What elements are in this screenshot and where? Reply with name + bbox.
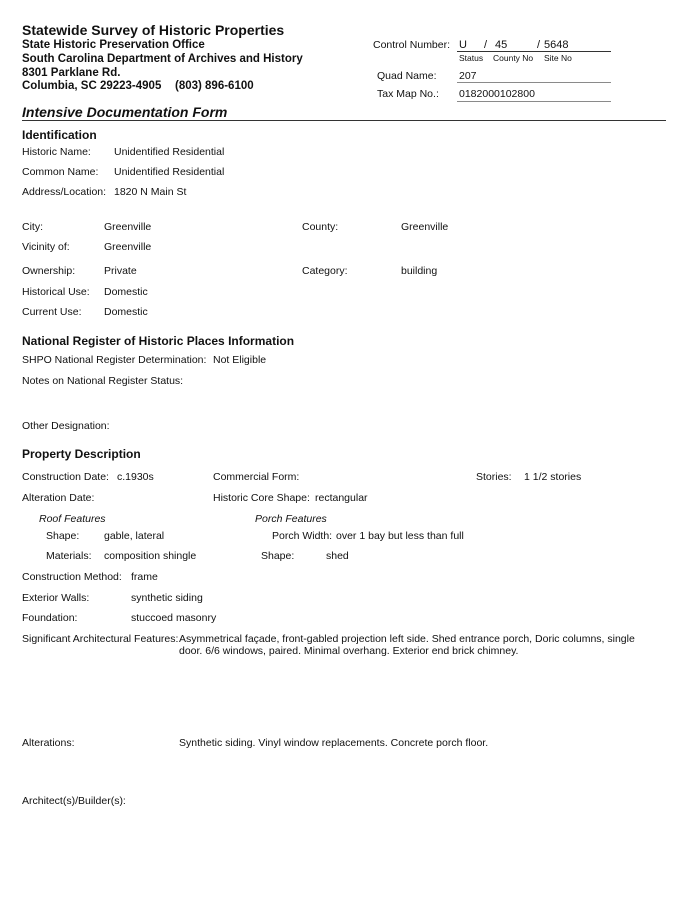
control-sep-1: / — [484, 39, 488, 51]
historic-name-value: Unidentified Residential — [114, 146, 225, 158]
historical-use-value: Domestic — [104, 286, 148, 298]
tax-map-label: Tax Map No.: — [377, 88, 439, 100]
city-label: City: — [22, 221, 43, 233]
form-title-rule — [22, 120, 666, 121]
foundation-value: stuccoed masonry — [131, 612, 217, 624]
core-shape-label: Historic Core Shape: — [213, 492, 310, 504]
office-name: State Historic Preservation Office — [22, 39, 205, 51]
nr-determination-value: Not Eligible — [213, 354, 267, 366]
architectural-features-line-2: door. 6/6 windows, paired. Minimal overhang. Exterior end brick chimney. — [179, 645, 519, 657]
vicinity-label: Vicinity of: — [22, 241, 70, 253]
historic-name-label: Historic Name: — [22, 146, 91, 158]
porch-shape-label: Shape: — [261, 550, 295, 562]
ownership-label: Ownership: — [22, 265, 76, 277]
porch-width-value: over 1 bay but less than full — [336, 530, 464, 542]
roof-features-heading: Roof Features — [39, 513, 106, 525]
control-county-no: 45 — [495, 39, 508, 51]
nrhp-heading: National Register of Historic Places Information — [22, 334, 295, 348]
construction-date-value: c.1930s — [117, 471, 154, 483]
construction-method-value: frame — [131, 571, 158, 583]
architectural-features-label: Significant Architectural Features: — [22, 633, 179, 645]
address-label: Address/Location: — [22, 186, 107, 198]
street-address: 8301 Parklane Rd. — [22, 67, 121, 79]
porch-width-label: Porch Width: — [272, 530, 333, 542]
survey-title: Statewide Survey of Historic Properties — [22, 22, 285, 38]
nr-notes-label: Notes on National Register Status: — [22, 375, 184, 387]
county-value: Greenville — [401, 221, 449, 233]
other-designation-label: Other Designation: — [22, 420, 110, 432]
tax-map-underline — [457, 101, 611, 102]
roof-materials-value: composition shingle — [104, 550, 197, 562]
historical-use-label: Historical Use: — [22, 286, 90, 298]
control-sep-2: / — [537, 39, 541, 51]
stories-value: 1 1/2 stories — [524, 471, 582, 483]
alteration-date-label: Alteration Date: — [22, 492, 95, 504]
ownership-value: Private — [104, 265, 137, 277]
phone-number: (803) 896-6100 — [175, 80, 254, 92]
department-name: South Carolina Department of Archives and History — [22, 53, 303, 65]
county-label: County: — [302, 221, 339, 233]
quad-name-underline — [457, 82, 611, 83]
core-shape-value: rectangular — [315, 492, 368, 504]
roof-shape-label: Shape: — [46, 530, 80, 542]
current-use-label: Current Use: — [22, 306, 82, 318]
quad-name-label: Quad Name: — [377, 70, 437, 82]
tax-map-value: 0182000102800 — [459, 88, 535, 100]
control-number-underline — [457, 51, 611, 52]
current-use-value: Domestic — [104, 306, 148, 318]
exterior-walls-value: synthetic siding — [131, 592, 203, 604]
roof-shape-value: gable, lateral — [104, 530, 165, 542]
alterations-label: Alterations: — [22, 737, 75, 749]
porch-shape-value: shed — [326, 550, 349, 562]
identification-heading: Identification — [22, 128, 97, 142]
commercial-form-label: Commercial Form: — [213, 471, 300, 483]
roof-materials-label: Materials: — [46, 550, 92, 562]
construction-method-label: Construction Method: — [22, 571, 122, 583]
nr-determination-label: SHPO National Register Determination: — [22, 354, 207, 366]
foundation-label: Foundation: — [22, 612, 78, 624]
city-state-zip: Columbia, SC 29223-4905 — [22, 80, 162, 92]
exterior-walls-label: Exterior Walls: — [22, 592, 90, 604]
control-number-label: Control Number: — [373, 39, 451, 51]
architectural-features-line-1: Asymmetrical façade, front-gabled projection left side. Shed entrance porch, Doric columns, single — [179, 633, 635, 645]
county-no-caption: County No — [493, 53, 534, 63]
common-name-label: Common Name: — [22, 166, 99, 178]
stories-label: Stories: — [476, 471, 512, 483]
porch-features-heading: Porch Features — [255, 513, 327, 525]
vicinity-value: Greenville — [104, 241, 152, 253]
quad-name-value: 207 — [459, 70, 477, 82]
property-description-heading: Property Description — [22, 447, 141, 461]
form-title: Intensive Documentation Form — [22, 104, 228, 120]
category-label: Category: — [302, 265, 348, 277]
category-value: building — [401, 265, 438, 277]
status-caption: Status — [459, 53, 484, 63]
control-site-no: 5648 — [544, 39, 569, 51]
control-status: U — [459, 39, 467, 51]
address-value: 1820 N Main St — [114, 186, 187, 198]
site-no-caption: Site No — [544, 53, 572, 63]
construction-date-label: Construction Date: — [22, 471, 109, 483]
architect-builder-label: Architect(s)/Builder(s): — [22, 795, 126, 807]
alterations-value: Synthetic siding. Vinyl window replacements. Concrete porch floor. — [179, 737, 489, 749]
common-name-value: Unidentified Residential — [114, 166, 225, 178]
city-value: Greenville — [104, 221, 152, 233]
